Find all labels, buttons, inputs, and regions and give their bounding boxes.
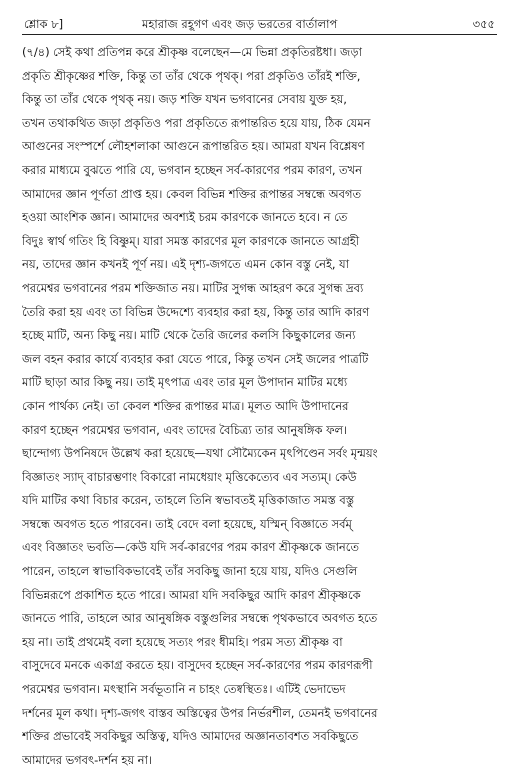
text-line: করার মাধ্যমে বুঝতে পারি যে, ভগবান হচ্ছেন সর্ব-কারণের পরম কারণ, তখন [22,162,362,177]
verse-reference: শ্লোক ৮] [24,17,64,31]
text-line: পরমেশ্বর ভগবান। মৎস্থানি সর্বভূতানি ন চাহং তেষ্বস্থিতঃ। এটিই ভেদাভেদ [22,682,346,697]
text-line: এবং বিজ্ঞাতং ভবতি—কেউ যদি সর্ব-কারণের পরম কারণ শ্রীকৃষ্ণকে জানতে [22,540,359,555]
text-line: বিজ্ঞাতং স্যাদ্ বাচারম্ভণাং বিকারো নামধেয়াং মৃত্তিকেত্যেব এব সত্যম্। কেউ [22,469,357,484]
text-line: জানতে পারি, তাহলে আর আনুষঙ্গিক বস্তুগুলির সম্বন্ধে পৃথকভাবে অবগত হতে [22,611,378,626]
text-line: ছান্দোগ্য উপনিষদে উল্লেখ করা হয়েছে—যথা সৌম্যৈকেন মৃৎপিণ্ডেন সর্বং মৃন্ময়ং [22,446,378,461]
text-line: পারেন, তাহলে স্বাভাবিকভাবেই তাঁর সবকিছু জানা হয়ে যায়, যদিও সেগুলি [22,564,358,579]
text-line: প্রকৃতি শ্রীকৃষ্ণের শক্তি, কিন্তু তা তাঁর থেকে পৃথক্। পরা প্রকৃতিও তাঁরই শক্তি, [22,68,361,83]
text-line: মাটি ছাড়া আর কিছু নয়। তাই মৃৎপাত্র এবং তার মূল উপাদান মাটির মধ্যে [22,375,348,390]
text-line: তৈরি করা হয় এবং তা বিভিন্ন উদ্দেশ্যে ব্যবহার করা হয়, কিন্তু তার আদি কারণ [22,304,370,319]
text-line: কারণ হচ্ছেন পরমেশ্বর ভগবান, এবং তাদের বৈচিত্র্য তার আনুষঙ্গিক ফল। [22,422,348,437]
text-line: হচ্ছে মাটি, অন্য কিছু নয়। মাটি থেকে তৈরি জলের কলসি কিছুকালের জন্য [22,328,356,343]
text-line: সম্বন্ধে অবগত হতে পারবেন। তাই বেদে বলা হয়েছে, যস্মিন্ বিজ্ঞাতে সর্বম্ [22,516,352,531]
chapter-title: মহারাজ রহূগণ এবং জড় ভরতের বার্তালাপ [142,17,338,31]
text-line: কোন পার্থক্য নেই। তা কেবল শক্তির রূপান্তর মাত্র। মূলত আদি উপাদানের [22,398,349,413]
text-line: নয়, তাদের জ্ঞান কখনই পূর্ণ নয়। এই দৃশ্য-জগতে এমন কোন বস্তু নেই, যা [22,257,349,272]
text-line: হওয়া আংশিক জ্ঞান। আমাদের অবশ্যই চরম কারণকে জানতে হবে। ন তে [22,210,348,225]
text-line: হয় না। তাই প্রথমেই বলা হয়েছে সত্যং পরং ধীমহি। পরম সত্য শ্রীকৃষ্ণ বা [22,634,343,649]
purport-paragraph [22,41,497,772]
text-line: যদি মাটির কথা বিচার করেন, তাহলে তিনি স্বভাবতই মৃত্তিকাজাত সমস্ত বস্তু [22,493,354,508]
text-line: পরমেশ্বর ভগবানের পরম শক্তিজাত নয়। মাটির সুগন্ধ আহরণ করে সুগন্ধ দ্রব্য [22,280,364,295]
text-line: দর্শনের মূল কথা। দৃশ্য-জগৎ বাস্তব অস্তিত্বের উপর নির্ভরশীল, তেমনই ভগবানের [22,705,378,720]
text-line: আমাদের জ্ঞান পূর্ণতা প্রাপ্ত হয়। কেবল বিভিন্ন শক্তির রূপান্তর সম্বন্ধে অবগত [22,186,362,201]
text-line: তখন তথাকথিত জড়া প্রকৃতিও পরা প্রকৃতিতে রূপান্তরিত হয়ে যায়, ঠিক যেমন [22,115,371,130]
text-line: কিন্তু তা তাঁর থেকে পৃথক্ নয়। জড় শক্তি যখন ভগবানের সেবায় যুক্ত হয়, [22,92,347,107]
text-line: শক্তির প্রভাবেই সবকিছুর অস্তিত্ব, যদিও আমাদের অজ্ঞানতাবশত সবকিছুতে [22,729,359,744]
page-number: ৩৫৫ [472,17,495,31]
text-line: আগুনের সংস্পর্শে লৌহশলাকা আগুনে রূপান্তরিত হয়। আমরা যখন বিশ্লেষণ [22,139,365,154]
text-line: জল বহন করার কার্যে ব্যবহার করা যেতে পারে, কিন্তু তখন সেই জলের পাত্রটি [22,351,369,366]
text-line: বিদুঃ স্বার্থ গতিং হি বিষ্ণুম্। যারা সমস্ত কারণের মূল কারণকে জানতে আগ্রহী [22,233,360,248]
text-line: (৭/৪) সেই কথা প্রতিপন্ন করে শ্রীকৃষ্ণ বলেছেন—মে ভিন্না প্রকৃতিরষ্টধা। জড়া [22,45,362,59]
text-line: বাসুদেবে মনকে একাগ্র করতে হয়। বাসুদেব হচ্ছেন সর্ব-কারণের পরম কারণরূপী [22,658,373,673]
text-line: আমাদের ভগবৎ-দর্শন হয় না। [22,752,152,767]
text-line: বিভিন্নরূপে প্রকাশিত হতে পারে। আমরা যদি সবকিছুর আদি কারণ শ্রীকৃষ্ণকে [22,587,361,602]
page-header [22,14,497,35]
